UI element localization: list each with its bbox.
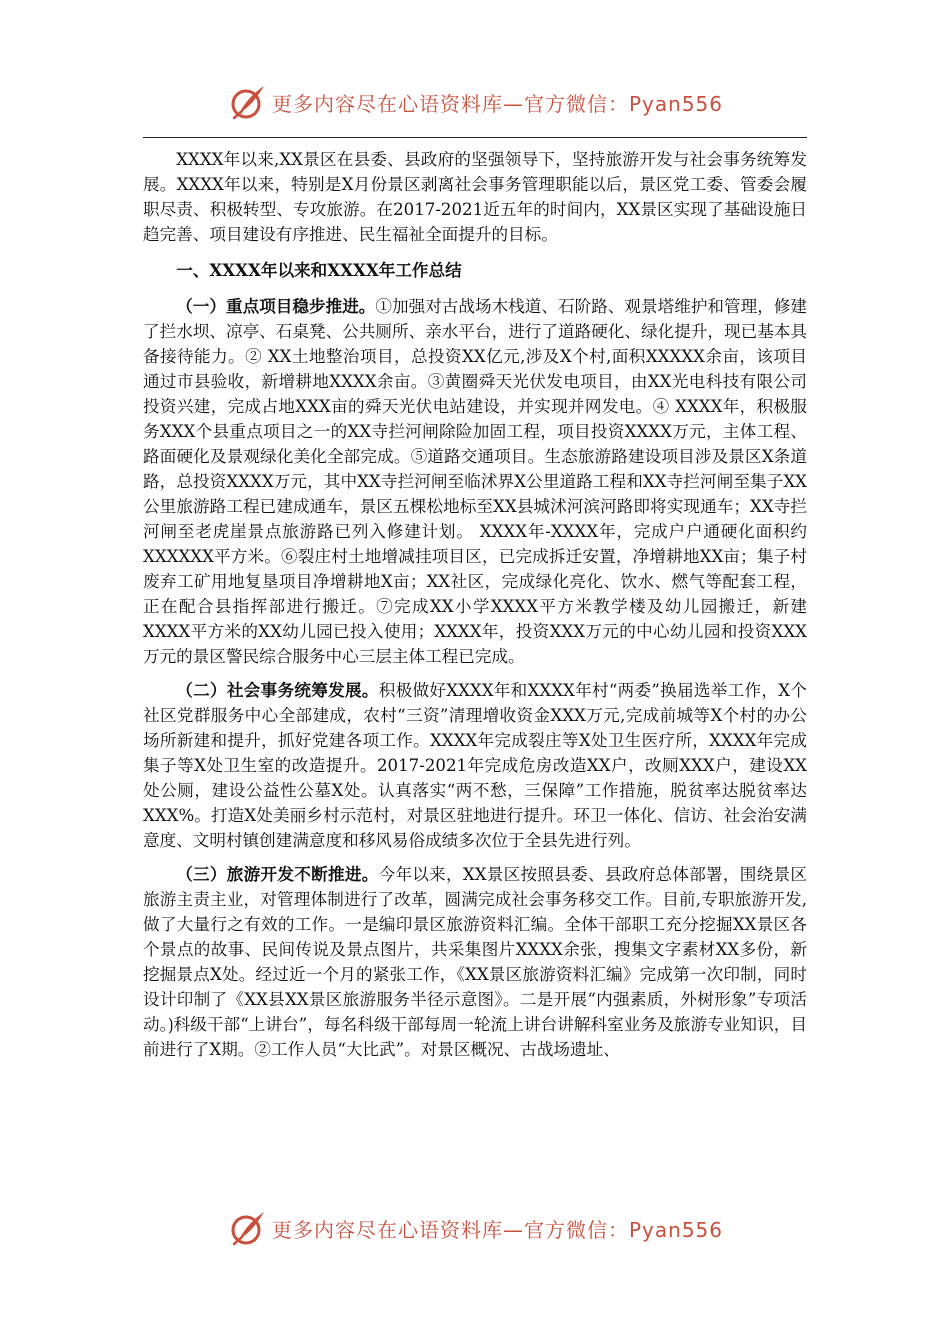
section-2-body: 积极做好XXXX年和XXXX年村“两委”换届选举工作，X个社区党群服务中心全部建成，农村“三资”清理增收资金XXX万元,完成前城等X个村的办公场所新建和提升，抓好党建各项工作。XXXX年完成裂庄等X处卫生医疗所，XXXX年完成集子等X处卫生室的改造提升。2017-2021年完成危房改造XX户，改厕XXX户，建设XX处公厕，建设公益性公墓X处。认真落实“两不愁，三保障”工作措施，脱贫率达脱贫率达XXX%。打造X处美丽乡村示范村，对景区驻地进行提升。环卫一体化、信访、社会治安满意度、文明村镇创建满意度和移风易俗成绩多次位于全县先进行列。	[143, 681, 808, 850]
watermark-text: 更多内容尽在心语资料库—官方微信：Pyan556	[272, 91, 724, 116]
watermark-text: 更多内容尽在心语资料库—官方微信：Pyan556	[272, 1217, 724, 1242]
section-1-body: ①加强对古战场木栈道、石阶路、观景塔维护和管理，修建了拦水坝、凉亭、石桌凳、公共厕所、亲水平台，进行了道路硬化、绿化提升，现已基本具备接待能力。② XX土地整治项目，总投资XX亿元,涉及X个村,面积XXXXX余亩，该项目通过市县验收，新增耕地XXXX余亩。③黄圈舜天光伏发电项目，由XX光电科技有限公司投资兴建，完成占地XXX亩的舜天光伏电站建设，并实现并网发电。④ XXXX年，积极服务XXX个县重点项目之一的XX寺拦河闸除险加固工程，项目投资XXXX万元，主体工程、路面硬化及景观绿化美化全部完成。⑤道路交通项目。生态旅游路建设项目涉及景区X条道路，总投资XXXX万元，其中XX寺拦河闸至临沭界X公里道路工程和XX寺拦河闸至集子XX公里旅游路工程已建成通车，景区五棵松地标至XX县城沭河滨河路即将实现通车；XX寺拦河闸至老虎崖景点旅游路已列入修建计划。 XXXX年-XXXX年，完成户户通硬化面积约XXXXXX平方米。⑥裂庄村土地增减挂项目区，已完成拆迁安置，净增耕地XX亩；集子村废弃工矿用地复垦项目净增耕地X亩；XX社区，完成绿化亮化、饮水、燃气等配套工程，正在配合县指挥部进行搬迁。⑦完成XX小学XXXX平方米教学楼及幼儿园搬迁，新建XXXX平方米的XX幼儿园已投入使用；XXXX年，投资XXX万元的中心幼儿园和投资XXX万元的景区警民综合服务中心三层主体工程已完成。	[143, 297, 808, 666]
section-heading: 一、XXXX年以来和XXXX年工作总结	[176, 260, 462, 280]
quill-pen-logo-icon	[228, 1208, 268, 1248]
watermark-banner-bottom	[228, 1206, 723, 1250]
section-2-lead: （二）社会事务统筹发展。	[176, 680, 379, 700]
section-1-paragraph	[143, 294, 807, 669]
quill-pen-logo-icon	[228, 82, 268, 122]
watermark-banner-top	[228, 80, 723, 124]
section-3-paragraph	[143, 862, 807, 1062]
section-3-lead: （三）旅游开发不断推进。	[176, 864, 379, 884]
document-body	[143, 147, 807, 1062]
header-divider	[143, 137, 807, 138]
intro-paragraph: XXXX年以来,XX景区在县委、县政府的坚强领导下，坚持旅游开发与社会事务统筹发展。XXXX年以来，特别是X月份景区剥离社会事务管理职能以后，景区党工委、管委会履职尽责、积极转型、专攻旅游。在2017-2021近五年的时间内，XX景区实现了基础设施日趋完善、项目建设有序推进、民生福祉全面提升的目标。	[143, 150, 807, 244]
section-2-paragraph	[143, 678, 807, 853]
section-1-lead: （一）重点项目稳步推进。	[176, 296, 376, 316]
section-3-body: 今年以来，XX景区按照县委、县政府总体部署，围绕景区旅游主责主业，对管理体制进行了改革，圆满完成社会事务移交工作。目前,专职旅游开发,做了大量行之有效的工作。一是编印景区旅游资料汇编。全体干部职工充分挖掘XX景区各个景点的故事、民间传说及景点图片，共采集图片XXXX余张，搜集文字素材XX多份，新挖掘景点X处。经过近一个月的紧张工作，《XX景区旅游资料汇编》完成第一次印制，同时设计印制了《XX县XX景区旅游服务半径示意图》。二是开展“内强素质，外树形象”专项活动。⟯科级干部“上讲台”，每名科级干部每周一轮流上讲台讲解科室业务及旅游专业知识，目前进行了X期。②工作人员“大比武”。对景区概况、古战场遗址、	[143, 865, 807, 1059]
